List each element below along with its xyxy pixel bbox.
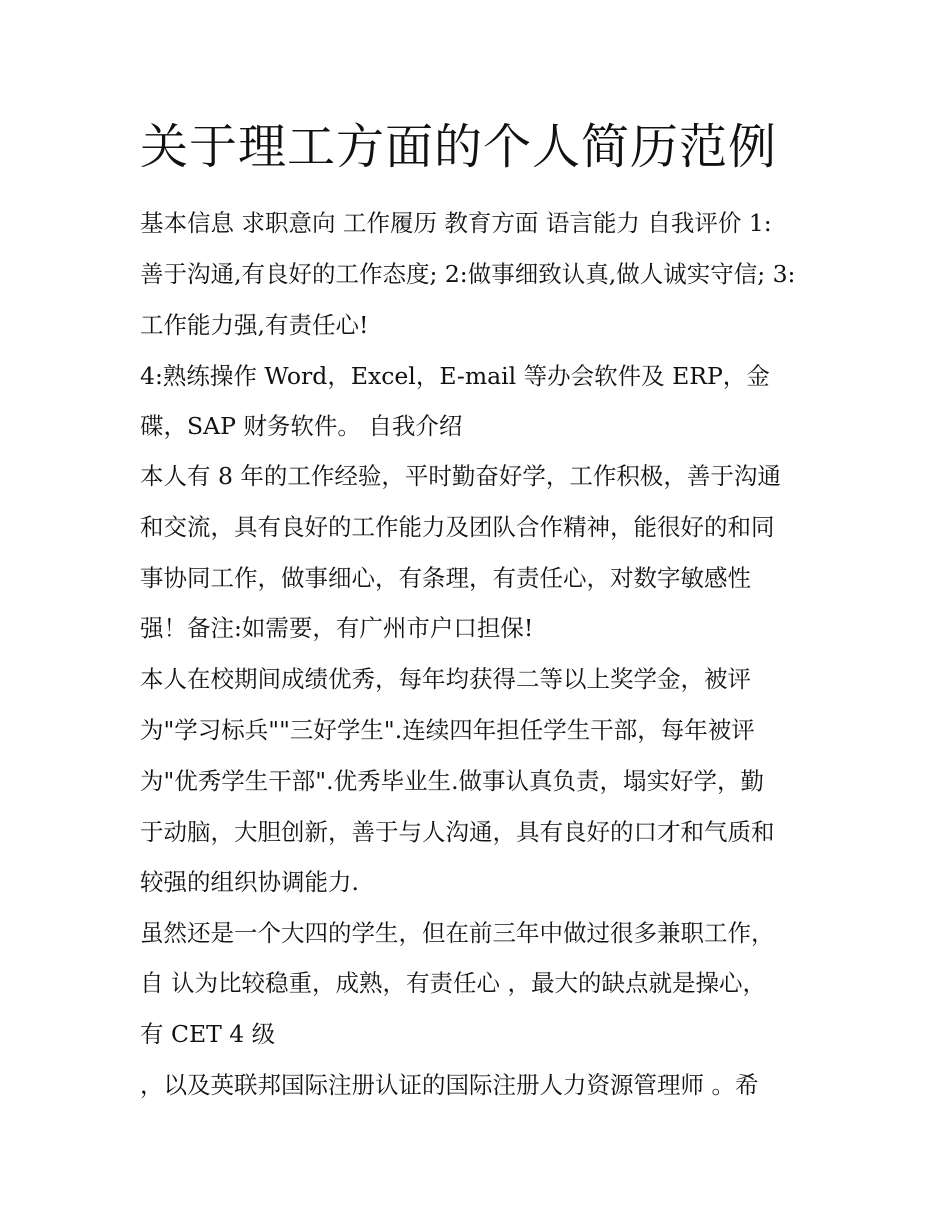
body-line: 基本信息 求职意向 工作履历 教育方面 语言能力 自我评价 1: (140, 209, 772, 237)
body-line: 强！备注:如需要，有广州市户口担保! (140, 614, 534, 642)
body-line: 工作能力强,有责任心! (140, 311, 369, 339)
body-line: 本人在校期间成绩优秀，每年均获得二等以上奖学金，被评 (140, 665, 751, 693)
body-line: 本人有 8 年的工作经验，平时勤奋好学，工作积极，善于沟通 (140, 462, 781, 490)
body-line: 有 CET 4 级 (140, 1020, 276, 1048)
body-line: 于动脑，大胆创新，善于与人沟通，具有良好的口才和气质和 (140, 818, 775, 846)
body-line: 和交流，具有良好的工作能力及团队合作精神，能很好的和同 (140, 513, 775, 541)
body-line: 善于沟通,有良好的工作态度; 2:做事细致认真,做人诚实守信; 3: (140, 260, 796, 288)
body-line: 为"优秀学生干部".优秀毕业生.做事认真负责，塌实好学，勤 (140, 767, 765, 795)
body-line: 为"学习标兵""三好学生".连续四年担任学生干部，每年被评 (140, 716, 755, 744)
body-line: 虽然还是一个大四的学生，但在前三年中做过很多兼职工作， (140, 919, 775, 947)
body-line: 较强的组织协调能力. (140, 868, 359, 896)
body-line: 事协同工作，做事细心，有条理，有责任心，对数字敏感性 (140, 564, 751, 592)
document-title: 关于理工方面的个人简历范例 (140, 119, 778, 175)
body-line: ，以及英联邦国际注册认证的国际注册人力资源管理师 。希 (140, 1071, 759, 1099)
body-line: 4:熟练操作 Word，Excel，E-mail 等办会软件及 ERP，金 (140, 362, 770, 390)
body-line: 自 认为比较稳重，成熟，有责任心 ，最大的缺点就是操心， (140, 969, 766, 997)
body-line: 碟，SAP 财务软件。 自我介绍 (140, 412, 463, 440)
